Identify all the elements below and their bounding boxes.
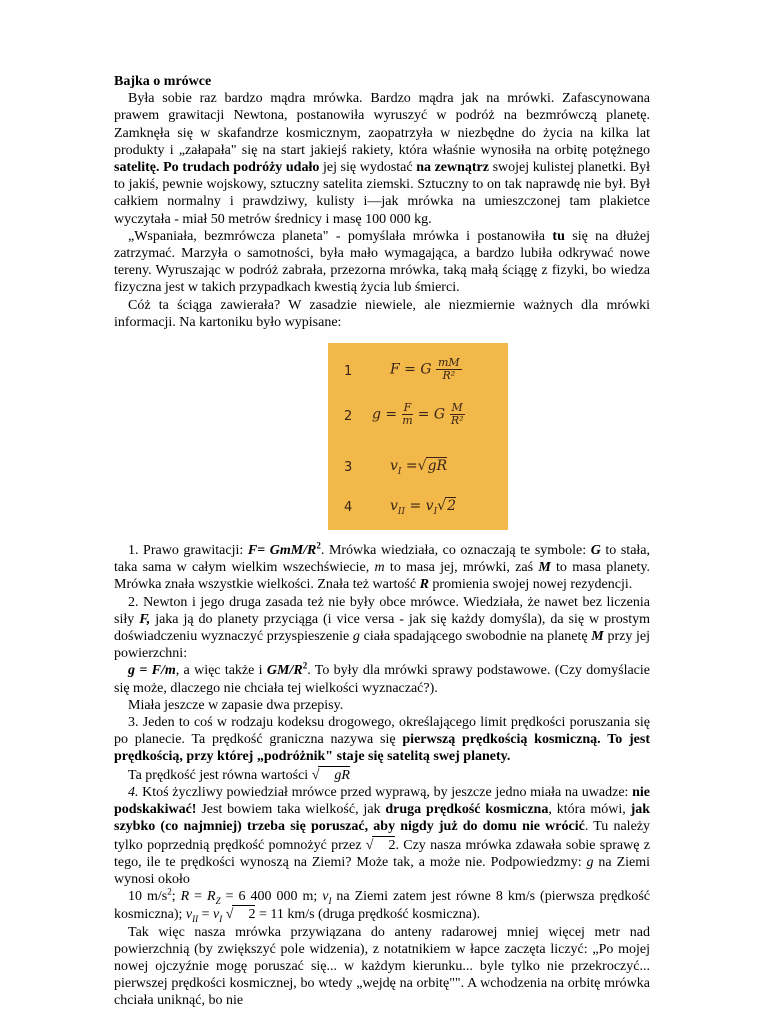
formula-lhs: F = G — [390, 361, 432, 378]
text: „Wspaniała, bezmrówcza planeta" - pomyślała mrówka i postanowiła — [128, 228, 553, 244]
text: to masa planety. Mrówka znała wszystkie wielkości. Znała też wartość — [114, 560, 651, 593]
paragraph-point-1 — [114, 542, 650, 594]
paragraph-earth-values — [114, 888, 650, 923]
bold-text: M — [591, 629, 604, 645]
text: ; — [171, 889, 181, 905]
formula-denominator: R² — [450, 414, 464, 428]
italic-text: R — [207, 889, 216, 905]
document-body — [114, 73, 650, 1010]
formula-first-cosmic: $v_I =√gR$ — [390, 458, 448, 477]
paragraph-card-intro: Cóż ta ściąga zawierała? W zasadzie niewiele, ale niezmiernie ważnych dla mrówki informacji. Na kartoniku było wypisane: — [114, 297, 650, 330]
formula-row-4 — [328, 493, 508, 523]
italic-text: v — [185, 907, 193, 923]
formula-second-cosmic: $v_{II} = v_I√2$ — [390, 498, 456, 517]
bold-text: na zewnątrz — [416, 160, 489, 176]
formula-number: 1 — [344, 364, 353, 380]
subscript: II — [192, 914, 199, 925]
formula-root: 2 — [447, 498, 456, 515]
superscript: 2 — [316, 540, 321, 551]
text: przy jej powierzchni: — [114, 629, 651, 662]
formula-sub: I — [433, 506, 438, 517]
formula-number: 4 — [344, 500, 353, 516]
bold-text: F, — [139, 611, 151, 627]
text: . Mrówka wiedziała, co oznaczają te symbole: — [320, 543, 591, 559]
formula-numerator: mM — [437, 356, 460, 370]
text: 3. Jeden to coś w rodzaju kodeksu drogowego, określającego limit prędkości poruszania się po planecie. Ta prędkość graniczna nazywa się — [114, 715, 650, 748]
bold-text: G — [590, 543, 601, 559]
paragraph-point-2 — [114, 594, 650, 663]
text: Jest bowiem taka wielkość, jak — [196, 802, 386, 818]
sqrt-icon: √ — [365, 837, 374, 853]
bold-text: satelitę. Po trudach podróży udało — [114, 160, 320, 176]
formula-lhs: v — [390, 498, 398, 515]
root-expression: 2 — [372, 836, 395, 854]
bold-text: M — [538, 560, 551, 576]
paragraph-first-speed-value — [114, 766, 650, 784]
bold-text: GM/R — [266, 663, 303, 679]
formula-acceleration — [372, 402, 465, 427]
text: to masa jej, mrówki, zaś — [384, 560, 539, 576]
italic-text: v — [322, 889, 329, 905]
text: 2. Newton i jego druga zasada też nie były obce mrówce. Wiedziała, że nawet bez liczenia siły — [114, 594, 650, 627]
italic-text: v — [213, 907, 220, 923]
formula-eq: = — [401, 458, 418, 475]
formula-card-image — [328, 343, 508, 530]
subscript: I — [219, 914, 223, 925]
formula-sub: II — [397, 506, 406, 517]
bold-text: nie podskakiwać! — [114, 784, 650, 818]
text: Ktoś życzliwy powiedział mrówce przed wyprawą, by jeszcze jedno miała na uwadze: — [138, 784, 633, 800]
formula-denominator: R² — [442, 369, 456, 383]
root-expression: 2 — [232, 905, 255, 923]
root-expression: gR — [318, 766, 350, 784]
text: ciała spadającego swobodnie na planetę — [359, 629, 592, 645]
text: promienia swojej nowej rezydencji. — [428, 577, 633, 593]
document-title: Bajka o mrówce — [114, 74, 212, 89]
text: na Ziemi wynosi około — [114, 854, 650, 887]
formula-row-3 — [328, 453, 508, 483]
bold-text: R — [419, 577, 429, 593]
formula-number: 2 — [344, 409, 353, 425]
paragraph-planet — [114, 228, 650, 297]
text: . To były dla mrówki sprawy podstawowe. (Czy domyślacie się może, dlaczego nie chciała tej wielkości wyznaczać?). — [114, 663, 650, 696]
text: = — [198, 907, 214, 923]
subscript: Z — [215, 895, 221, 906]
paragraph-two-rules: Miała jeszcze w zapasie dwa przepisy. — [128, 697, 344, 713]
formula-numerator: F — [403, 401, 412, 415]
superscript: 2 — [167, 886, 172, 897]
text: . Czy nasza mrówka zdawała sobie sprawę z tego, ile te prędkości wynoszą na Ziemi? Może tak, a może nie. Podpowiedzmy: — [114, 837, 650, 870]
formula-numerator: M — [451, 401, 463, 415]
formula-lhs: v — [390, 458, 398, 475]
subscript: I — [328, 895, 332, 906]
formula-sub: I — [397, 466, 402, 477]
formula-gravity — [390, 357, 462, 382]
formula-number: 3 — [344, 460, 353, 476]
italic-text: 4. — [128, 784, 139, 800]
text: . Tu należy tylko poprzednią prędkość pomnożyć przez — [114, 819, 651, 853]
formula-row-1 — [328, 357, 508, 387]
formula-lhs: g = — [372, 406, 398, 423]
text: swojej kulistej planetki. Był to jakiś, pewnie wojskowy, sztuczny satelita ziemski. Sztuczny to on tak naprawdę nie był. Był całkiem normalny i prawdziwy, kulisty i—jak mrówka na umieszczonej tam plakietce wyczytała - miał 50 metrów średnicy i masę 100 000 kg. — [114, 160, 651, 227]
text: , która mówi, — [548, 802, 631, 818]
text: to stała, taka sama w całym wielkim wszechświecie, — [114, 543, 651, 576]
text: się na dłużej zatrzymać. Marzyła o samotności, była mało wymagająca, a bardzo lubiła odkrywać nowe tereny. Wyruszając w podróż zabrała, przezorna mrówka, taką małą ściągę z fizyki, bo wiedza fizyczna jest w takich przypadkach kwestią życia lub śmierci. — [114, 228, 650, 296]
text: 10 m/s — [128, 889, 168, 905]
italic-text: R — [180, 889, 190, 905]
formula-row-2 — [328, 402, 508, 432]
text: na Ziemi zatem jest równe 8 km/s (pierwsza prędkość kosmiczna); — [114, 889, 650, 923]
italic-text: m — [374, 560, 385, 576]
bold-text: g = F/m — [128, 663, 176, 679]
text: , a więc także i — [175, 663, 267, 679]
text: Ta prędkość jest równa wartości — [128, 767, 312, 783]
paragraph-acceleration — [114, 662, 650, 696]
text: = 11 km/s (druga prędkość kosmiczna). — [255, 907, 481, 923]
paragraph-point-4 — [114, 784, 650, 888]
text: = 6 400 000 m; — [220, 889, 323, 905]
sqrt-icon: √ — [311, 767, 320, 783]
text: Była sobie raz bardzo mądra mrówka. Bardzo mądra jak na mrówki. Zafascynowana prawem grawitacji Newtona, postanowiła wyruszyć w podróż na bezmrówczą planetę. Zamknęła się w skafandrze kosmicznym, zaopatrzyła w niezbędne do życia na kilka lat produkty i „załapała" się na start jakiejś rakiety, która właśnie wynosiła na orbitę potężnego — [114, 91, 650, 158]
text: = — [189, 889, 208, 905]
bold-text: F= GmM/R — [247, 543, 317, 559]
formula-mid: = G — [417, 406, 446, 423]
bold-text: druga prędkość kosmiczna — [385, 802, 549, 818]
italic-text: g — [586, 854, 594, 870]
paragraph-intro — [114, 90, 650, 228]
formula-denominator: m — [402, 414, 413, 428]
paragraph-point-3 — [114, 714, 650, 766]
sqrt-icon: √ — [225, 907, 234, 923]
formula-root: gR — [427, 458, 448, 475]
bold-text: jak szybko (co najmniej) trzeba się poruszać, aby nigdy już do domu nie wrócić — [114, 802, 651, 835]
bold-text: pierwszą prędkością kosmiczną. To jest prędkością, przy której „podróżnik" staje się satelitą swej planety. — [114, 732, 651, 765]
text: 1. Prawo grawitacji: — [128, 543, 248, 559]
paragraph-antenna: Tak więc nasza mrówka przywiązana do anteny radarowej mniej więcej metr nad powierzchnią (by zwiększyć pole widzenia), z notatnikiem w łapce zaczęta liczyć: „Po mojej nowej ojczyźnie mogę poruszać się... w każdym kierunku... byle tylko nie przekroczyć... pierwszej prędkości kosmicznej, bo wtedy „wejdę na orbitę"". A wchodzenia na orbitę mrówka chciała uniknąć, bo nie — [114, 924, 650, 1009]
superscript: 2 — [302, 660, 308, 671]
bold-text: tu — [552, 228, 565, 244]
text: jaka ją do planety przyciąga (i vice versa - jak się każdy domyśla), da się w prostym doświadczeniu wyznaczyć przyspieszenie — [114, 611, 650, 645]
formula-eq: = v — [405, 498, 434, 515]
italic-text: g — [352, 629, 360, 645]
text: jej się wydostać — [319, 160, 417, 176]
